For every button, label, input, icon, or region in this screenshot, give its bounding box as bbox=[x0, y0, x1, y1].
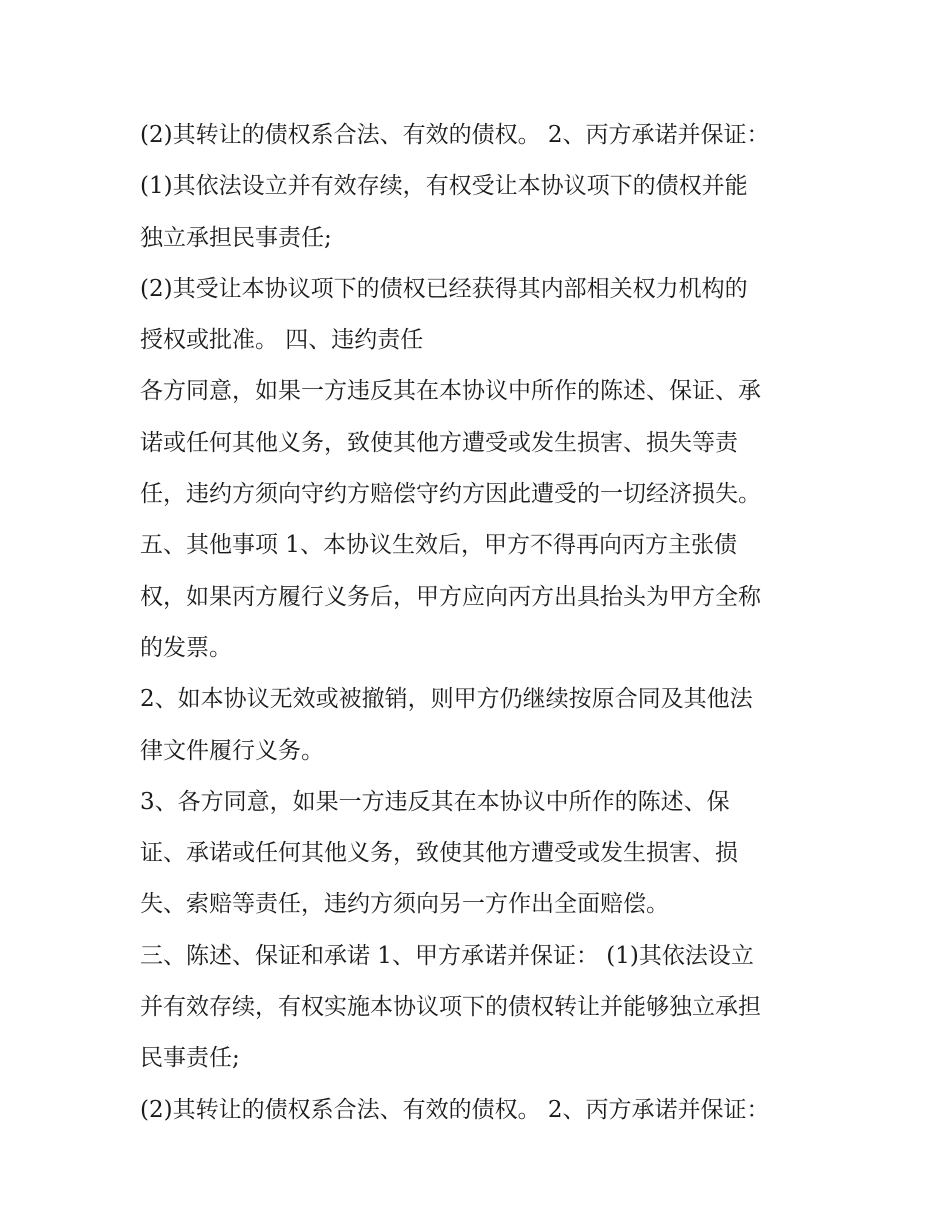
text-line: 独立承担民事责任; bbox=[140, 224, 332, 251]
text-line: (2)其受让本协议项下的债权已经获得其内部相关权力机构的 bbox=[140, 275, 748, 302]
text-line: 的发票。 bbox=[140, 634, 232, 661]
text-line: 律文件履行义务。 bbox=[140, 737, 324, 764]
document-body bbox=[140, 110, 830, 1136]
text-line: (2)其转让的债权系合法、有效的债权。 2、丙方承诺并保证： bbox=[140, 1096, 770, 1123]
text-line: 2、如本协议无效或被撤销，则甲方仍继续按原合同及其他法 bbox=[140, 686, 753, 713]
text-line: 证、承诺或任何其他义务，致使其他方遭受或发生损害、损 bbox=[140, 840, 738, 867]
text-line: 各方同意，如果一方违反其在本协议中所作的陈述、保证、承 bbox=[140, 378, 761, 405]
text-line: (2)其转让的债权系合法、有效的债权。 2、丙方承诺并保证： bbox=[140, 122, 770, 148]
text-line: 并有效存续，有权实施本协议项下的债权转让并能够独立承担 bbox=[140, 994, 761, 1021]
text-line: 任，违约方须向守约方赔偿守约方因此遭受的一切经济损失。 bbox=[140, 481, 761, 508]
text-line: 三、陈述、保证和承诺 1、甲方承诺并保证： (1)其依法设立 bbox=[140, 942, 754, 969]
text-line: (1)其依法设立并有效存续，有权受让本协议项下的债权并能 bbox=[140, 173, 748, 200]
text-line: 民事责任; bbox=[140, 1045, 240, 1072]
text-line: 权，如果丙方履行义务后，甲方应向丙方出具抬头为甲方全称 bbox=[140, 583, 761, 610]
text-line: 3、各方同意，如果一方违反其在本协议中所作的陈述、保 bbox=[140, 788, 730, 815]
text-line: 五、其他事项 1、本协议生效后，甲方不得再向丙方主张债 bbox=[140, 532, 737, 559]
text-line: 授权或批准。 四、违约责任 bbox=[140, 327, 424, 354]
text-line: 失、索赔等责任，违约方须向另一方作出全面赔偿。 bbox=[140, 891, 669, 918]
text-line: 诺或任何其他义务，致使其他方遭受或发生损害、损失等责 bbox=[140, 429, 738, 456]
